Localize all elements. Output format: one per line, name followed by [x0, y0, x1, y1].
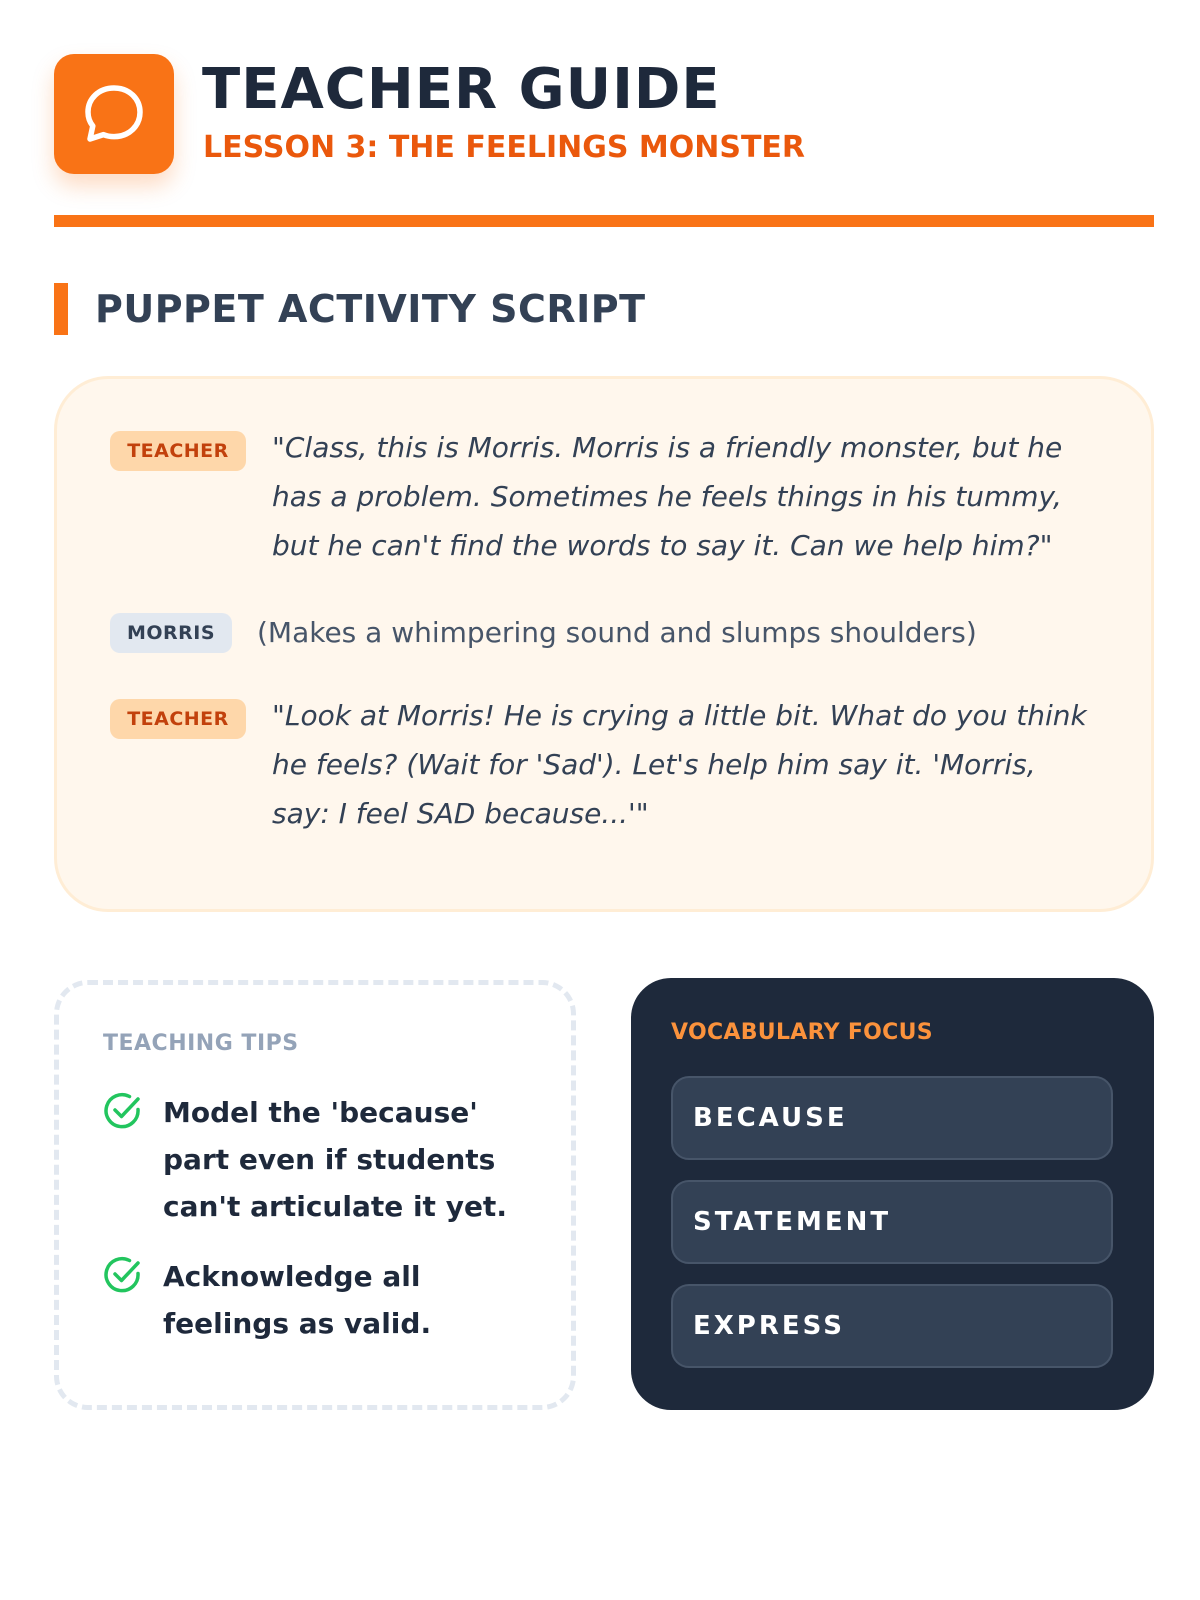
vocabulary-heading: VOCABULARY FOCUS — [671, 1020, 933, 1045]
speech-bubble-icon — [54, 54, 174, 174]
tip-text: Model the 'because' part even if students can't articulate it yet. — [163, 1096, 507, 1223]
check-circle-icon — [103, 1091, 143, 1131]
header-divider — [54, 215, 1154, 227]
page-title: TEACHER GUIDE — [202, 57, 721, 122]
vocabulary-word: EXPRESS — [671, 1284, 1113, 1368]
tip-text: Acknowledge all feelings as valid. — [163, 1260, 432, 1340]
lesson-subtitle: LESSON 3: THE FEELINGS MONSTER — [203, 130, 806, 165]
section-accent-bar — [54, 283, 68, 335]
tip-item — [103, 1255, 533, 1355]
vocabulary-word: BECAUSE — [671, 1076, 1113, 1160]
speaker-badge-teacher: TEACHER — [110, 699, 246, 739]
section-title: PUPPET ACTIVITY SCRIPT — [95, 287, 646, 331]
tips-heading: TEACHING TIPS — [103, 1031, 299, 1056]
script-line: "Look at Morris! He is crying a little bit. What do you think he feels? (Wait for 'Sad'). Let's help him say it. 'Morris, say: I feel SAD because...'" — [272, 699, 1087, 830]
vocabulary-card — [631, 978, 1154, 1410]
tip-item — [103, 1091, 533, 1231]
vocabulary-word: STATEMENT — [671, 1180, 1113, 1264]
header — [54, 54, 1154, 174]
script-line: "Class, this is Morris. Morris is a friendly monster, but he has a problem. Sometimes he feels things in his tummy, but he can't find the words to say it. Can we help him?" — [272, 431, 1063, 562]
script-box — [54, 376, 1154, 912]
stage-direction: (Makes a whimpering sound and slumps shoulders) — [257, 616, 977, 649]
speaker-badge-morris: MORRIS — [110, 613, 232, 653]
speaker-badge-teacher: TEACHER — [110, 431, 246, 471]
teaching-tips-card — [54, 980, 576, 1410]
check-circle-icon — [103, 1255, 143, 1295]
